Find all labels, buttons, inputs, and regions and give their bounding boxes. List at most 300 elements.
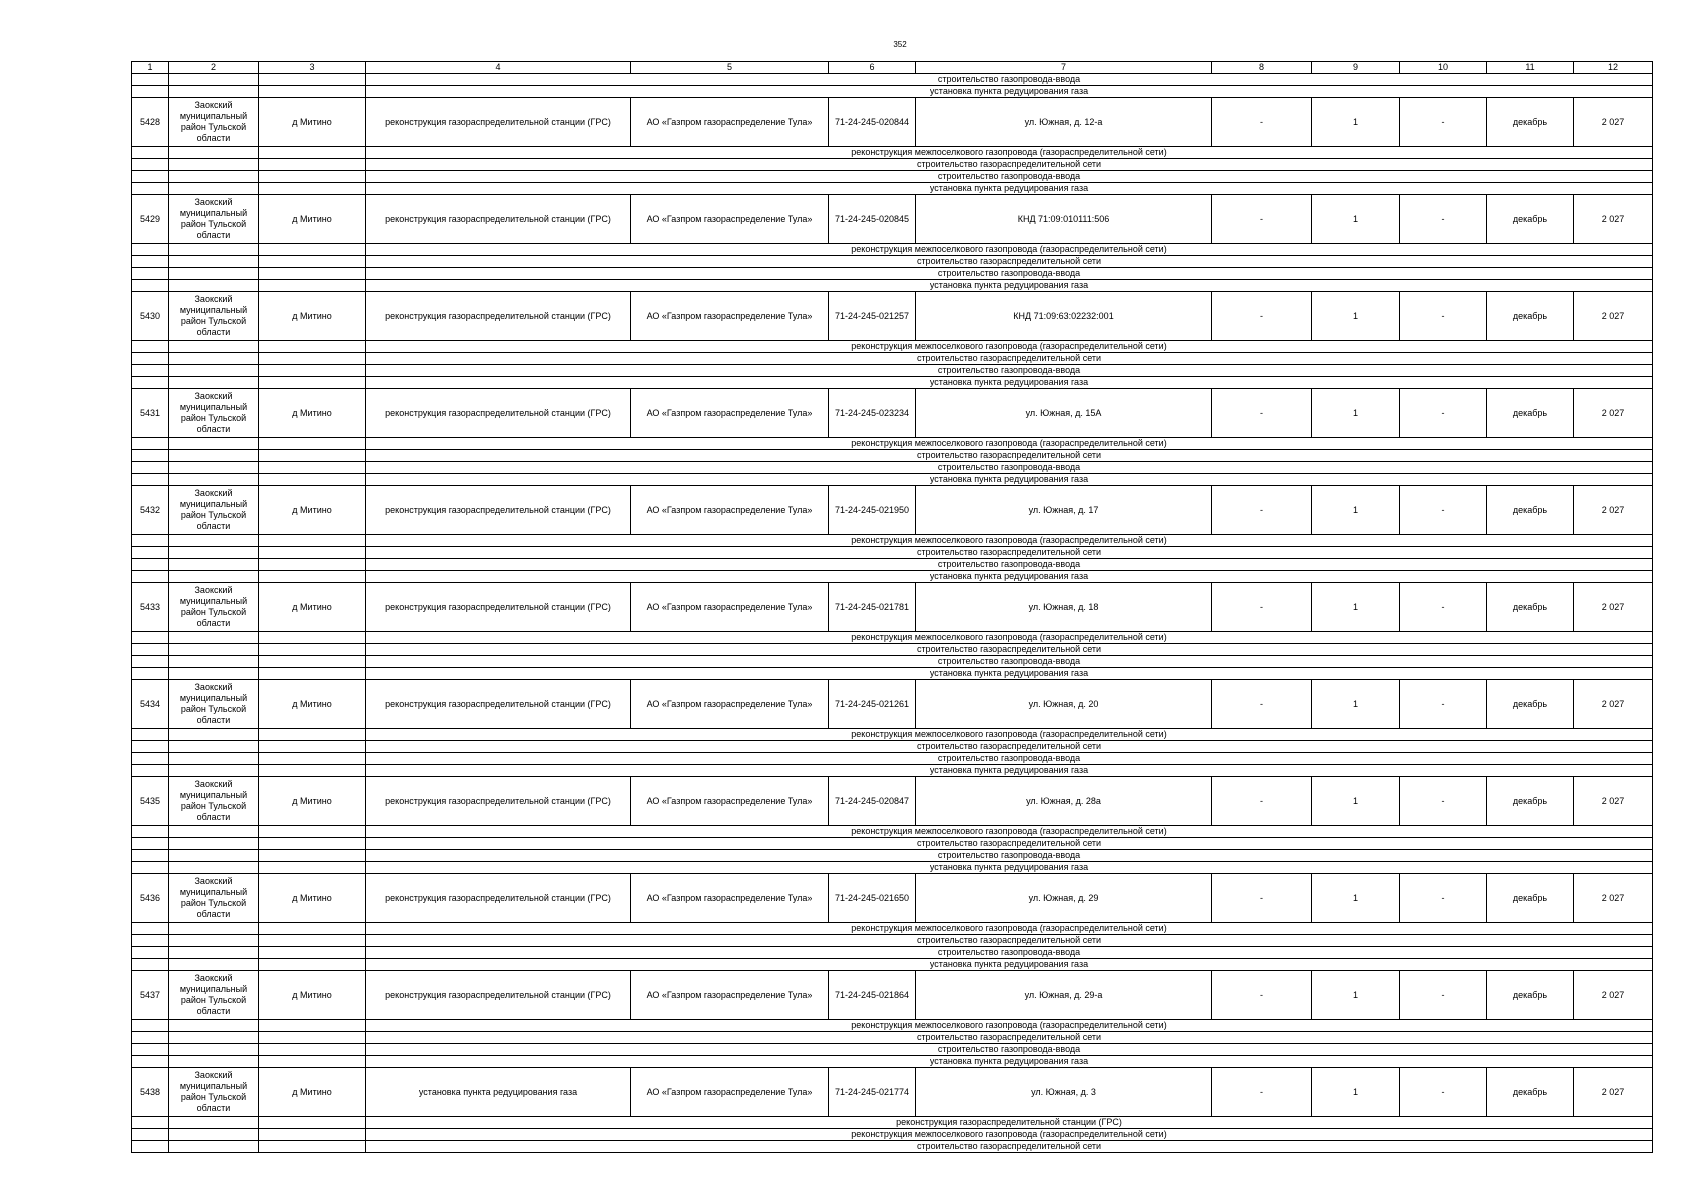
sub-work-row xyxy=(132,450,1653,462)
empty-cell xyxy=(132,1129,169,1141)
empty-cell xyxy=(259,74,366,86)
col9-value: 1 xyxy=(1312,874,1400,923)
sub-work-row xyxy=(132,147,1653,159)
district-name: Заокский муниципальный район Тульской области xyxy=(169,874,259,923)
empty-cell xyxy=(259,935,366,947)
district-name: Заокский муниципальный район Тульской области xyxy=(169,98,259,147)
empty-cell xyxy=(259,753,366,765)
empty-cell xyxy=(259,850,366,862)
district-name: Заокский муниципальный район Тульской области xyxy=(169,292,259,341)
empty-cell xyxy=(132,535,169,547)
empty-cell xyxy=(132,1117,169,1129)
empty-cell xyxy=(169,935,259,947)
sub-work-row xyxy=(132,535,1653,547)
organization-name: АО «Газпром газораспределение Тула» xyxy=(631,971,829,1020)
column-header: 7 xyxy=(916,62,1212,74)
sub-work-row xyxy=(132,547,1653,559)
col8-value: - xyxy=(1212,486,1312,535)
application-code: 71-24-245-021261 xyxy=(829,680,916,729)
sub-work-row xyxy=(132,159,1653,171)
col9-value: 1 xyxy=(1312,1068,1400,1117)
district-name: Заокский муниципальный район Тульской области xyxy=(169,389,259,438)
sub-work-text: строительство газораспределительной сети xyxy=(366,547,1653,559)
empty-cell xyxy=(169,183,259,195)
sub-work-text: установка пункта редуцирования газа xyxy=(366,862,1653,874)
empty-cell xyxy=(169,462,259,474)
empty-cell xyxy=(169,741,259,753)
sub-work-row xyxy=(132,571,1653,583)
sub-work-text: строительство газораспределительной сети xyxy=(366,1141,1653,1153)
sub-work-row xyxy=(132,656,1653,668)
empty-cell xyxy=(169,535,259,547)
settlement-name: д Митино xyxy=(259,389,366,438)
record-number: 5429 xyxy=(132,195,169,244)
col8-value: - xyxy=(1212,874,1312,923)
column-header: 2 xyxy=(169,62,259,74)
application-code: 71-24-245-021650 xyxy=(829,874,916,923)
empty-cell xyxy=(132,183,169,195)
sub-work-text: строительство газораспределительной сети xyxy=(366,1032,1653,1044)
sub-work-text: установка пункта редуцирования газа xyxy=(366,474,1653,486)
sub-work-text: строительство газораспределительной сети xyxy=(366,935,1653,947)
address: ул. Южная, д. 29 xyxy=(916,874,1212,923)
empty-cell xyxy=(132,571,169,583)
empty-cell xyxy=(259,535,366,547)
deadline-year: 2 027 xyxy=(1574,389,1653,438)
empty-cell xyxy=(259,959,366,971)
application-code: 71-24-245-020844 xyxy=(829,98,916,147)
table-row xyxy=(132,874,1653,923)
empty-cell xyxy=(259,571,366,583)
table-row xyxy=(132,195,1653,244)
sub-work-text: реконструкция межпоселкового газопровода (газораспределительной сети) xyxy=(366,244,1653,256)
settlement-name: д Митино xyxy=(259,486,366,535)
col8-value: - xyxy=(1212,389,1312,438)
record-number: 5432 xyxy=(132,486,169,535)
empty-cell xyxy=(259,1117,366,1129)
sub-work-row xyxy=(132,947,1653,959)
address: КНД 71:09:010111:506 xyxy=(916,195,1212,244)
empty-cell xyxy=(169,256,259,268)
empty-cell xyxy=(169,632,259,644)
empty-cell xyxy=(169,438,259,450)
sub-work-row xyxy=(132,559,1653,571)
deadline-year: 2 027 xyxy=(1574,680,1653,729)
col9-value: 1 xyxy=(1312,680,1400,729)
empty-cell xyxy=(169,729,259,741)
sub-work-row xyxy=(132,244,1653,256)
sub-work-text: установка пункта редуцирования газа xyxy=(366,571,1653,583)
sub-work-row xyxy=(132,1020,1653,1032)
empty-cell xyxy=(259,341,366,353)
work-type: реконструкция газораспределительной станции (ГРС) xyxy=(366,971,631,1020)
work-type: реконструкция газораспределительной станции (ГРС) xyxy=(366,486,631,535)
deadline-month: декабрь xyxy=(1487,971,1574,1020)
address: ул. Южная, д. 12-а xyxy=(916,98,1212,147)
district-name: Заокский муниципальный район Тульской области xyxy=(169,195,259,244)
sub-work-row xyxy=(132,341,1653,353)
empty-cell xyxy=(132,668,169,680)
col8-value: - xyxy=(1212,195,1312,244)
deadline-year: 2 027 xyxy=(1574,583,1653,632)
empty-cell xyxy=(132,280,169,292)
empty-cell xyxy=(132,838,169,850)
sub-work-text: строительство газопровода-ввода xyxy=(366,268,1653,280)
empty-cell xyxy=(259,438,366,450)
table-row xyxy=(132,486,1653,535)
settlement-name: д Митино xyxy=(259,874,366,923)
empty-cell xyxy=(132,438,169,450)
empty-cell xyxy=(169,1141,259,1153)
empty-cell xyxy=(259,280,366,292)
table-row xyxy=(132,1068,1653,1117)
col9-value: 1 xyxy=(1312,98,1400,147)
empty-cell xyxy=(259,729,366,741)
sub-work-row xyxy=(132,935,1653,947)
table-row xyxy=(132,292,1653,341)
table-row xyxy=(132,98,1653,147)
sub-work-row xyxy=(132,1129,1653,1141)
works-table xyxy=(131,61,1653,1153)
sub-work-text: строительство газопровода-ввода xyxy=(366,850,1653,862)
column-header: 11 xyxy=(1487,62,1574,74)
sub-work-text: строительство газопровода-ввода xyxy=(366,559,1653,571)
sub-work-row xyxy=(132,729,1653,741)
sub-work-row xyxy=(132,171,1653,183)
col8-value: - xyxy=(1212,292,1312,341)
settlement-name: д Митино xyxy=(259,583,366,632)
empty-cell xyxy=(132,365,169,377)
empty-cell xyxy=(259,1141,366,1153)
page-number: 352 xyxy=(893,40,907,49)
empty-cell xyxy=(169,1117,259,1129)
col10-value: - xyxy=(1400,777,1487,826)
empty-cell xyxy=(169,959,259,971)
col8-value: - xyxy=(1212,1068,1312,1117)
table-row xyxy=(132,971,1653,1020)
deadline-year: 2 027 xyxy=(1574,486,1653,535)
deadline-year: 2 027 xyxy=(1574,292,1653,341)
sub-work-text: установка пункта редуцирования газа xyxy=(366,377,1653,389)
application-code: 71-24-245-020845 xyxy=(829,195,916,244)
sub-work-row xyxy=(132,1056,1653,1068)
deadline-month: декабрь xyxy=(1487,777,1574,826)
sub-work-text: реконструкция межпоселкового газопровода (газораспределительной сети) xyxy=(366,729,1653,741)
sub-work-text: строительство газораспределительной сети xyxy=(366,353,1653,365)
empty-cell xyxy=(169,268,259,280)
organization-name: АО «Газпром газораспределение Тула» xyxy=(631,583,829,632)
sub-work-row xyxy=(132,462,1653,474)
record-number: 5430 xyxy=(132,292,169,341)
record-number: 5434 xyxy=(132,680,169,729)
sub-work-row xyxy=(132,644,1653,656)
empty-cell xyxy=(132,377,169,389)
column-header: 8 xyxy=(1212,62,1312,74)
settlement-name: д Митино xyxy=(259,777,366,826)
sub-work-text: установка пункта редуцирования газа xyxy=(366,959,1653,971)
empty-cell xyxy=(259,474,366,486)
deadline-month: декабрь xyxy=(1487,389,1574,438)
col9-value: 1 xyxy=(1312,583,1400,632)
empty-cell xyxy=(259,559,366,571)
empty-cell xyxy=(132,74,169,86)
application-code: 71-24-245-021781 xyxy=(829,583,916,632)
empty-cell xyxy=(132,729,169,741)
settlement-name: д Митино xyxy=(259,292,366,341)
sub-work-row xyxy=(132,280,1653,292)
empty-cell xyxy=(132,935,169,947)
work-type: реконструкция газораспределительной станции (ГРС) xyxy=(366,680,631,729)
organization-name: АО «Газпром газораспределение Тула» xyxy=(631,98,829,147)
organization-name: АО «Газпром газораспределение Тула» xyxy=(631,777,829,826)
address: ул. Южная, д. 28а xyxy=(916,777,1212,826)
work-type: реконструкция газораспределительной станции (ГРС) xyxy=(366,583,631,632)
table-row xyxy=(132,583,1653,632)
col10-value: - xyxy=(1400,1068,1487,1117)
col8-value: - xyxy=(1212,583,1312,632)
organization-name: АО «Газпром газораспределение Тула» xyxy=(631,1068,829,1117)
empty-cell xyxy=(132,86,169,98)
col9-value: 1 xyxy=(1312,971,1400,1020)
sub-work-text: реконструкция межпоселкового газопровода (газораспределительной сети) xyxy=(366,535,1653,547)
empty-cell xyxy=(169,862,259,874)
col9-value: 1 xyxy=(1312,195,1400,244)
sub-work-row xyxy=(132,1044,1653,1056)
empty-cell xyxy=(132,474,169,486)
empty-cell xyxy=(259,741,366,753)
empty-cell xyxy=(169,353,259,365)
sub-work-row xyxy=(132,668,1653,680)
sub-work-text: реконструкция межпоселкового газопровода (газораспределительной сети) xyxy=(366,826,1653,838)
sub-work-text: установка пункта редуцирования газа xyxy=(366,86,1653,98)
empty-cell xyxy=(132,171,169,183)
deadline-year: 2 027 xyxy=(1574,1068,1653,1117)
sub-work-row xyxy=(132,377,1653,389)
record-number: 5436 xyxy=(132,874,169,923)
sub-work-text: реконструкция межпоселкового газопровода (газораспределительной сети) xyxy=(366,1129,1653,1141)
deadline-year: 2 027 xyxy=(1574,971,1653,1020)
deadline-month: декабрь xyxy=(1487,874,1574,923)
sub-work-row xyxy=(132,753,1653,765)
empty-cell xyxy=(132,1044,169,1056)
empty-cell xyxy=(132,850,169,862)
deadline-month: декабрь xyxy=(1487,680,1574,729)
district-name: Заокский муниципальный район Тульской области xyxy=(169,777,259,826)
empty-cell xyxy=(132,450,169,462)
empty-cell xyxy=(169,244,259,256)
sub-work-row xyxy=(132,850,1653,862)
address: ул. Южная, д. 18 xyxy=(916,583,1212,632)
empty-cell xyxy=(259,244,366,256)
sub-work-text: реконструкция межпоселкового газопровода (газораспределительной сети) xyxy=(366,1020,1653,1032)
empty-cell xyxy=(132,656,169,668)
empty-cell xyxy=(259,862,366,874)
empty-cell xyxy=(132,947,169,959)
organization-name: АО «Газпром газораспределение Тула» xyxy=(631,292,829,341)
empty-cell xyxy=(259,923,366,935)
empty-cell xyxy=(169,1044,259,1056)
deadline-year: 2 027 xyxy=(1574,98,1653,147)
work-type: установка пункта редуцирования газа xyxy=(366,1068,631,1117)
empty-cell xyxy=(259,377,366,389)
district-name: Заокский муниципальный район Тульской области xyxy=(169,583,259,632)
empty-cell xyxy=(259,765,366,777)
sub-work-text: реконструкция межпоселкового газопровода (газораспределительной сети) xyxy=(366,438,1653,450)
empty-cell xyxy=(132,256,169,268)
sub-work-text: строительство газораспределительной сети xyxy=(366,450,1653,462)
empty-cell xyxy=(169,450,259,462)
col9-value: 1 xyxy=(1312,777,1400,826)
empty-cell xyxy=(259,183,366,195)
col10-value: - xyxy=(1400,971,1487,1020)
empty-cell xyxy=(132,765,169,777)
sub-work-text: реконструкция межпоселкового газопровода (газораспределительной сети) xyxy=(366,632,1653,644)
empty-cell xyxy=(169,377,259,389)
empty-cell xyxy=(132,559,169,571)
column-header-row xyxy=(132,62,1653,74)
settlement-name: д Митино xyxy=(259,98,366,147)
empty-cell xyxy=(259,353,366,365)
empty-cell xyxy=(259,668,366,680)
deadline-month: декабрь xyxy=(1487,583,1574,632)
record-number: 5437 xyxy=(132,971,169,1020)
settlement-name: д Митино xyxy=(259,195,366,244)
work-type: реконструкция газораспределительной станции (ГРС) xyxy=(366,195,631,244)
deadline-month: декабрь xyxy=(1487,1068,1574,1117)
sub-work-text: реконструкция межпоселкового газопровода (газораспределительной сети) xyxy=(366,923,1653,935)
empty-cell xyxy=(169,86,259,98)
empty-cell xyxy=(132,753,169,765)
sub-work-text: установка пункта редуцирования газа xyxy=(366,280,1653,292)
sub-work-text: строительство газопровода-ввода xyxy=(366,171,1653,183)
empty-cell xyxy=(169,923,259,935)
sub-work-text: строительство газораспределительной сети xyxy=(366,838,1653,850)
empty-cell xyxy=(169,850,259,862)
empty-cell xyxy=(259,86,366,98)
empty-cell xyxy=(169,753,259,765)
empty-cell xyxy=(259,547,366,559)
sub-work-text: установка пункта редуцирования газа xyxy=(366,1056,1653,1068)
sub-work-row xyxy=(132,183,1653,195)
column-header: 5 xyxy=(631,62,829,74)
application-code: 71-24-245-020847 xyxy=(829,777,916,826)
sub-work-row xyxy=(132,438,1653,450)
empty-cell xyxy=(169,838,259,850)
table-body xyxy=(132,62,1653,1153)
empty-cell xyxy=(259,947,366,959)
sub-work-text: строительство газораспределительной сети xyxy=(366,256,1653,268)
work-type: реконструкция газораспределительной станции (ГРС) xyxy=(366,98,631,147)
organization-name: АО «Газпром газораспределение Тула» xyxy=(631,874,829,923)
organization-name: АО «Газпром газораспределение Тула» xyxy=(631,195,829,244)
empty-cell xyxy=(169,341,259,353)
sub-work-row xyxy=(132,268,1653,280)
application-code: 71-24-245-021864 xyxy=(829,971,916,1020)
sub-work-text: строительство газопровода-ввода xyxy=(366,753,1653,765)
empty-cell xyxy=(132,147,169,159)
empty-cell xyxy=(169,74,259,86)
empty-cell xyxy=(132,862,169,874)
sub-work-text: установка пункта редуцирования газа xyxy=(366,183,1653,195)
column-header: 9 xyxy=(1312,62,1400,74)
deadline-month: декабрь xyxy=(1487,195,1574,244)
empty-cell xyxy=(132,462,169,474)
empty-cell xyxy=(259,1020,366,1032)
empty-cell xyxy=(259,826,366,838)
district-name: Заокский муниципальный район Тульской области xyxy=(169,680,259,729)
deadline-year: 2 027 xyxy=(1574,874,1653,923)
application-code: 71-24-245-021950 xyxy=(829,486,916,535)
empty-cell xyxy=(132,268,169,280)
sub-work-row xyxy=(132,1141,1653,1153)
column-header: 6 xyxy=(829,62,916,74)
sub-work-text: строительство газораспределительной сети xyxy=(366,159,1653,171)
empty-cell xyxy=(169,1129,259,1141)
sub-work-row xyxy=(132,86,1653,98)
empty-cell xyxy=(259,1032,366,1044)
sub-work-text: реконструкция межпоселкового газопровода (газораспределительной сети) xyxy=(366,341,1653,353)
empty-cell xyxy=(169,365,259,377)
empty-cell xyxy=(132,923,169,935)
empty-cell xyxy=(169,1032,259,1044)
address: ул. Южная, д. 3 xyxy=(916,1068,1212,1117)
empty-cell xyxy=(169,559,259,571)
col10-value: - xyxy=(1400,680,1487,729)
col10-value: - xyxy=(1400,195,1487,244)
sub-work-row xyxy=(132,632,1653,644)
empty-cell xyxy=(169,571,259,583)
empty-cell xyxy=(259,147,366,159)
empty-cell xyxy=(259,838,366,850)
settlement-name: д Митино xyxy=(259,971,366,1020)
empty-cell xyxy=(259,632,366,644)
sub-work-text: строительство газопровода-ввода xyxy=(366,74,1653,86)
empty-cell xyxy=(169,474,259,486)
sub-work-text: строительство газопровода-ввода xyxy=(366,947,1653,959)
sub-work-row xyxy=(132,838,1653,850)
empty-cell xyxy=(259,462,366,474)
empty-cell xyxy=(259,268,366,280)
sub-work-text: строительство газопровода-ввода xyxy=(366,656,1653,668)
empty-cell xyxy=(169,826,259,838)
col8-value: - xyxy=(1212,971,1312,1020)
address: ул. Южная, д. 17 xyxy=(916,486,1212,535)
empty-cell xyxy=(132,547,169,559)
empty-cell xyxy=(169,947,259,959)
empty-cell xyxy=(132,826,169,838)
sub-work-row xyxy=(132,1117,1653,1129)
sub-work-row xyxy=(132,862,1653,874)
settlement-name: д Митино xyxy=(259,1068,366,1117)
table-row xyxy=(132,680,1653,729)
col9-value: 1 xyxy=(1312,292,1400,341)
address: ул. Южная, д. 15А xyxy=(916,389,1212,438)
empty-cell xyxy=(169,765,259,777)
sub-work-text: реконструкция газораспределительной станции (ГРС) xyxy=(366,1117,1653,1129)
col8-value: - xyxy=(1212,680,1312,729)
empty-cell xyxy=(132,1056,169,1068)
empty-cell xyxy=(259,1129,366,1141)
deadline-year: 2 027 xyxy=(1574,195,1653,244)
empty-cell xyxy=(259,1056,366,1068)
application-code: 71-24-245-021774 xyxy=(829,1068,916,1117)
sub-work-row xyxy=(132,741,1653,753)
column-header: 4 xyxy=(366,62,631,74)
district-name: Заокский муниципальный район Тульской области xyxy=(169,971,259,1020)
record-number: 5433 xyxy=(132,583,169,632)
table-row xyxy=(132,777,1653,826)
application-code: 71-24-245-021257 xyxy=(829,292,916,341)
